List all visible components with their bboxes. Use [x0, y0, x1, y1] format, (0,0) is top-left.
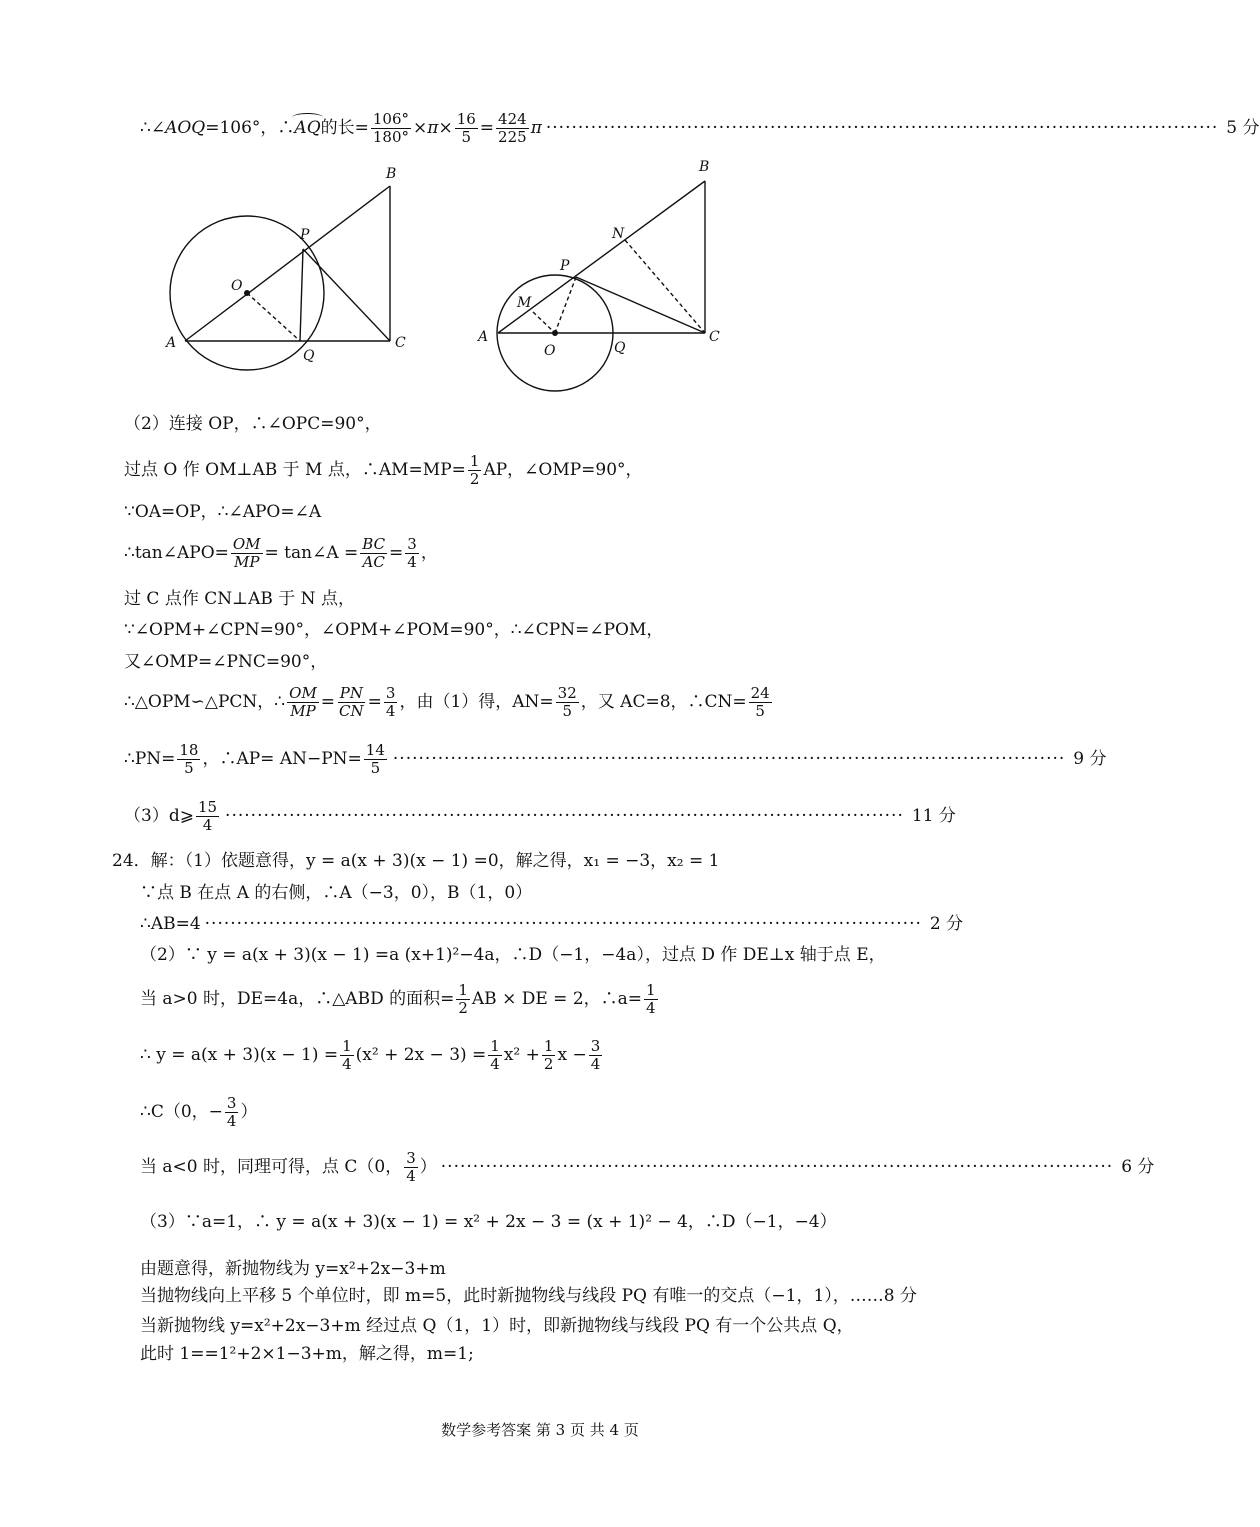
text: =	[367, 692, 382, 712]
text: ∴C（0，−	[140, 1102, 223, 1122]
q23-2-line8	[124, 686, 774, 719]
label-a: A	[478, 329, 489, 345]
fraction: $\frac{1}{2}$	[458, 981, 468, 1017]
text: ∴△OPM∽△PCN，∴	[124, 692, 286, 712]
text: ∴ y = a(x + 3)(x − 1) =	[140, 1045, 339, 1065]
text: 当抛物线向上平移 5 个单位时，即 m=5，此时新抛物线与线段 PQ 有唯一的交点（−1，1），……8 分	[140, 1286, 917, 1306]
fraction: $\frac{OM}{MP}$	[232, 535, 261, 571]
fraction: $\frac{14}{5}$	[365, 741, 385, 777]
figure-1	[170, 186, 390, 370]
q24-line3	[140, 914, 964, 934]
text: 的长=	[320, 118, 369, 138]
q23-3-line	[124, 798, 956, 834]
label-a: A	[166, 335, 177, 351]
text: x² +	[503, 1045, 540, 1065]
leader-dots: ················································································································	[204, 914, 922, 934]
text: = tan∠A =	[264, 543, 359, 563]
text: ∴∠	[140, 118, 166, 138]
fraction: $\frac{1}{4}$	[490, 1037, 500, 1073]
q23-2-line6	[124, 622, 663, 639]
label-n: N	[612, 226, 625, 242]
center-dot	[244, 290, 250, 296]
label-o: O	[544, 343, 556, 359]
text: AP，∠OMP=90°，	[483, 460, 643, 480]
text: 此时 1==1²+2×1−3+m，解之得，m=1;	[140, 1344, 474, 1364]
q24-line9	[140, 1214, 837, 1231]
q23-2-line3	[124, 504, 321, 521]
fraction: $\frac{1}{4}$	[646, 981, 656, 1017]
q24-line5	[140, 983, 660, 1016]
label-p: P	[560, 258, 570, 274]
leader-dots: ·········································································································	[545, 118, 1219, 138]
text: =	[389, 543, 404, 563]
label-m: M	[517, 295, 532, 311]
text: ∴tan∠APO=	[124, 543, 229, 563]
label-b: B	[699, 159, 710, 175]
arc-aq: AQ	[294, 118, 321, 138]
leader-dots: ·········································································································	[440, 1157, 1114, 1177]
text: ，	[420, 543, 438, 563]
fraction: $\frac{24}{5}$	[750, 684, 770, 720]
text: 当 a>0 时，DE=4a，∴△ABD 的面积=	[140, 989, 455, 1009]
q24-line12	[140, 1318, 854, 1335]
score: 5 分	[1226, 118, 1260, 138]
q24-line4	[140, 947, 886, 964]
text: 由题意得，新抛物线为 y=x²+2x−3+m	[140, 1259, 446, 1279]
text: 当 a<0 时，同理可得，点 C（0，	[140, 1157, 403, 1177]
q24-line8	[140, 1149, 1155, 1185]
text: ，又 AC=8，∴CN=	[580, 692, 747, 712]
figure-2	[497, 181, 705, 391]
score: 11 分	[911, 806, 956, 826]
fraction: $\frac{32}{5}$	[557, 684, 577, 720]
text: ∴AB=4	[140, 914, 201, 934]
text: 过 C 点作 CN⊥AB 于 N 点，	[124, 589, 355, 609]
text: ，∴AP= AN−PN=	[202, 749, 362, 769]
leader-dots: ··········································································································	[225, 806, 904, 826]
q24-line13	[140, 1346, 474, 1363]
text: =	[320, 692, 336, 712]
q24-line7	[140, 1096, 257, 1129]
text: =106°，∴	[205, 118, 295, 138]
fraction: $\frac{3}{4}$	[385, 684, 396, 720]
text: 24．解：（1）依题意得，y = a(x + 3)(x − 1) =0，解之得，x₁ = −3，x₂ = 1	[112, 851, 720, 871]
text: （2）∵ y = a(x + 3)(x − 1) =a (x+1)²−4a，∴D（−1，−4a），过点 D 作 DE⊥x 轴于点 E，	[140, 945, 886, 965]
score: 2 分	[929, 914, 964, 934]
q24-line11	[140, 1288, 917, 1305]
fraction: $\frac{3}{4}$	[406, 1149, 416, 1185]
label-o: O	[231, 278, 243, 294]
q23-2-line5	[124, 591, 355, 608]
fraction: $\frac{OM}{MP}$	[289, 684, 317, 720]
text: （3）∵a=1，∴ y = a(x + 3)(x − 1) = x² + 2x − 3 = (x + 1)² − 4，∴D（−1，−4）	[140, 1212, 837, 1232]
text: x −	[557, 1045, 587, 1065]
q23-2-line7	[124, 654, 327, 671]
label-q: Q	[303, 348, 315, 364]
text: 过点 O 作 OM⊥AB 于 M 点，∴AM=MP=	[124, 460, 466, 480]
text: （2）连接 OP，∴∠OPC=90°，	[124, 414, 382, 434]
text: ）	[419, 1157, 437, 1177]
score: 6 分	[1121, 1157, 1155, 1177]
text: ×π×	[413, 118, 453, 138]
fraction: $\frac{106^\circ}{180^\circ}$	[372, 110, 410, 146]
fraction: $\frac{1}{2}$	[543, 1037, 554, 1073]
q23-2-line2	[124, 454, 643, 487]
q23-2-line1	[124, 416, 382, 433]
leader-dots: ·········································································································	[392, 749, 1066, 769]
fraction: $\frac{BC}{AC}$	[362, 535, 386, 571]
text: 当新抛物线 y=x²+2x−3+m 经过点 Q（1，1）时，即新抛物线与线段 PQ 有一个公共点 Q，	[140, 1316, 854, 1336]
geometry-figures	[0, 0, 1080, 410]
text: 又∠OMP=∠PNC=90°，	[124, 652, 328, 672]
fraction: $\frac{3}{4}$	[590, 1037, 601, 1073]
text: =	[479, 118, 495, 138]
fraction: $\frac{1}{4}$	[342, 1037, 352, 1073]
page-footer: 数学参考答案 第 3 页 共 4 页	[441, 1421, 639, 1439]
text: ∴PN=	[124, 749, 176, 769]
label-c: C	[395, 335, 406, 351]
text: ∵点 B 在点 A 的右侧，∴A（−3，0），B（1，0）	[140, 883, 533, 903]
fraction: $\frac{18}{5}$	[179, 741, 199, 777]
q23-2-line4	[124, 537, 438, 570]
fraction: $\frac{3}{4}$	[226, 1094, 237, 1130]
center-dot	[552, 330, 558, 336]
label-q: Q	[614, 340, 626, 356]
fraction: $\frac{PN}{CN}$	[339, 684, 364, 720]
text: ，由（1）得，AN=	[399, 692, 554, 712]
fraction: $\frac{3}{4}$	[407, 535, 417, 571]
text: （3）d⩾	[124, 806, 194, 826]
fraction: $\frac{424}{225}$	[498, 110, 527, 146]
text: ）	[240, 1102, 258, 1122]
fraction: $\frac{16}{5}$	[456, 110, 476, 146]
q23-2-line9	[124, 741, 1107, 777]
score: 9 分	[1073, 749, 1107, 769]
q24-line6	[140, 1039, 604, 1072]
text: ∵OA=OP，∴∠APO=∠A	[124, 502, 322, 522]
label-p: P	[300, 227, 310, 243]
text: π	[530, 118, 542, 138]
q24-line10	[140, 1261, 446, 1278]
text: AOQ	[165, 118, 206, 138]
label-b: B	[386, 166, 397, 182]
fraction: $\frac{15}{4}$	[197, 798, 218, 834]
text: ∵∠OPM+∠CPN=90°，∠OPM+∠POM=90°，∴∠CPN=∠POM，	[124, 620, 664, 640]
q24-line1	[112, 853, 719, 870]
text: (x² + 2x − 3) =	[355, 1045, 487, 1065]
text: AB × DE = 2，∴a=	[471, 989, 643, 1009]
label-c: C	[709, 329, 720, 345]
fraction: $\frac{1}{2}$	[469, 452, 480, 488]
q24-line2	[140, 885, 532, 902]
